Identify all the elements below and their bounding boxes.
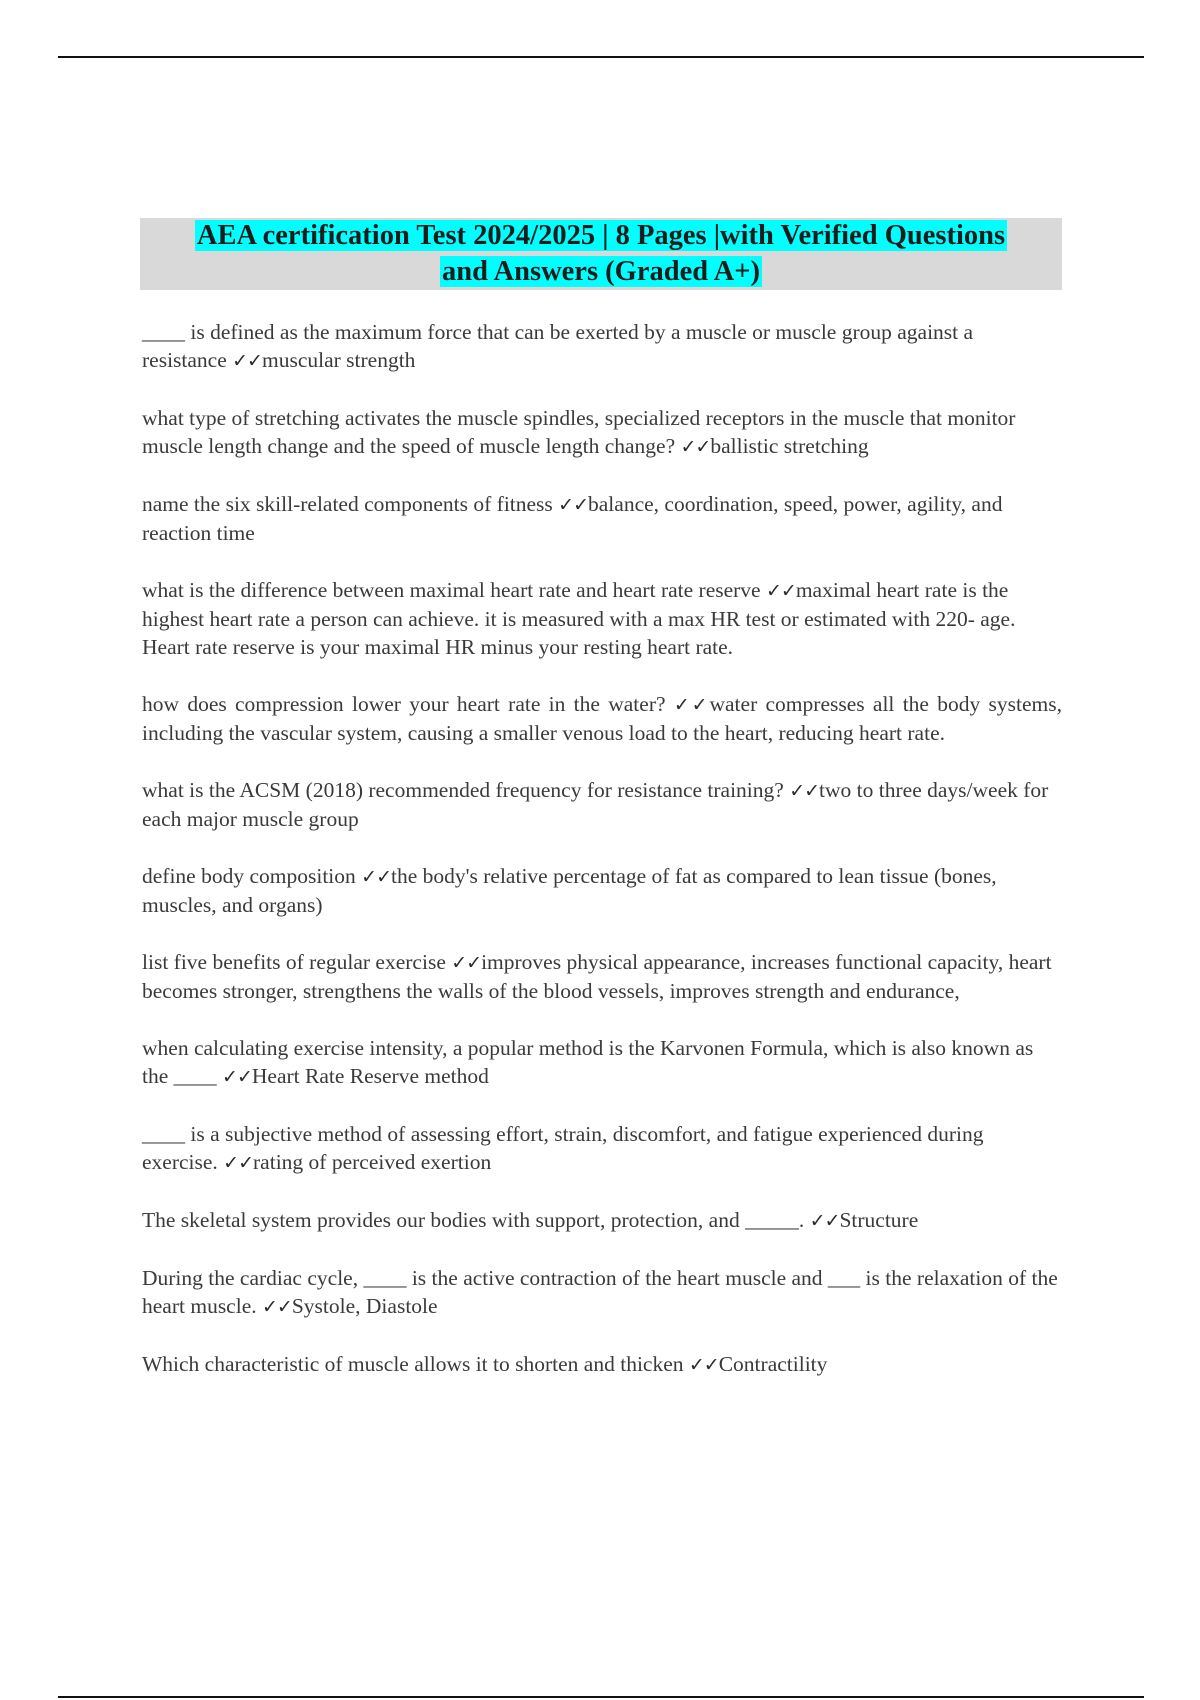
question-text: how does compression lower your heart rate in the water? xyxy=(142,692,674,716)
check-icon: ✓✓ xyxy=(688,1354,719,1376)
title-line-1: AEA certification Test 2024/2025 | 8 Pages |with Verified Questions xyxy=(196,220,1006,251)
check-icon: ✓✓ xyxy=(765,580,796,602)
question-text: During the cardiac cycle, ____ is the active contraction of the heart muscle and ___ is the relaxation of the heart muscle. xyxy=(142,1266,1058,1318)
qa-list xyxy=(142,318,1062,1408)
question-text: Which characteristic of muscle allows it to shorten and thicken xyxy=(142,1352,689,1376)
answer-text: ballistic stretching xyxy=(710,434,869,458)
check-icon: ✓✓ xyxy=(361,866,391,888)
answer-text: balance, coordination, speed, power, agility, and reaction time xyxy=(142,492,1003,545)
answer-text: the body's relative percentage of fat as compared to lean tissue (bones, muscles, and organs) xyxy=(142,864,997,917)
question-text: list five benefits of regular exercise xyxy=(142,950,452,974)
answer-text: Systole, Diastole xyxy=(291,1294,438,1318)
check-icon: ✓✓ xyxy=(222,1066,252,1088)
answer-text: water compresses all the body systems, including the vascular system, causing a smaller venous load to the heart, reducing heart rate. xyxy=(142,692,1062,745)
footer-rule xyxy=(58,1696,1144,1698)
qa-item xyxy=(142,776,1062,833)
question-text: name the six skill-related components of fitness xyxy=(142,492,559,516)
answer-text: Contractility xyxy=(718,1352,828,1376)
answer-text: Structure xyxy=(839,1208,919,1232)
qa-item xyxy=(142,690,1062,747)
check-icon: ✓✓ xyxy=(451,952,482,974)
qa-item xyxy=(142,318,1062,375)
answer-text: rating of perceived exertion xyxy=(253,1150,492,1174)
document-title xyxy=(140,218,1062,290)
qa-item xyxy=(142,948,1062,1005)
title-line-2: and Answers (Graded A+) xyxy=(442,256,760,287)
qa-item xyxy=(142,576,1062,661)
question-text: define body composition xyxy=(142,864,362,888)
check-icon: ✓✓ xyxy=(232,350,262,372)
answer-text: muscular strength xyxy=(261,348,416,372)
answer-text: two to three days/week for each major muscle group xyxy=(142,778,1049,831)
question-text: what is the difference between maximal heart rate and heart rate reserve xyxy=(142,578,766,602)
answer-text: Heart Rate Reserve method xyxy=(251,1064,489,1088)
qa-item xyxy=(142,1034,1062,1091)
check-icon: ✓✓ xyxy=(223,1152,254,1174)
qa-item xyxy=(142,1350,1062,1379)
question-text: ____ is a subjective method of assessing effort, strain, discomfort, and fatigue experienced during exercise. xyxy=(142,1122,984,1174)
check-icon: ✓✓ xyxy=(262,1296,292,1318)
qa-item xyxy=(142,1264,1062,1321)
check-icon: ✓✓ xyxy=(789,780,820,802)
qa-item xyxy=(142,404,1062,461)
qa-item xyxy=(142,862,1062,919)
question-text: what is the ACSM (2018) recommended frequency for resistance training? xyxy=(142,778,790,802)
check-icon: ✓✓ xyxy=(680,436,711,458)
qa-item xyxy=(142,1120,1062,1177)
answer-text: maximal heart rate is the highest heart rate a person can achieve. it is measured with a max HR test or estimated with 220- age. Heart rate reserve is your maximal HR minus your resting heart rate. xyxy=(142,578,1016,659)
qa-item xyxy=(142,1206,1062,1235)
check-icon: ✓✓ xyxy=(558,494,589,516)
question-text: The skeletal system provides our bodies with support, protection, and _____. xyxy=(142,1208,810,1232)
question-text: ____ is defined as the maximum force that can be exerted by a muscle or muscle group against a resistance xyxy=(142,320,974,372)
question-text: what type of stretching activates the muscle spindles, specialized receptors in the muscle that monitor muscle length change and the speed of muscle length change? xyxy=(142,406,1016,458)
qa-item xyxy=(142,490,1062,547)
answer-text: improves physical appearance, increases functional capacity, heart becomes stronger, strengthens the walls of the blood vessels, improves strength and endurance, xyxy=(142,950,1052,1003)
check-icon: ✓✓ xyxy=(809,1210,840,1232)
check-icon: ✓✓ xyxy=(673,694,710,716)
header-rule xyxy=(58,56,1144,58)
question-text: when calculating exercise intensity, a popular method is the Karvonen Formula, which is also known as the ____ xyxy=(142,1036,1034,1088)
